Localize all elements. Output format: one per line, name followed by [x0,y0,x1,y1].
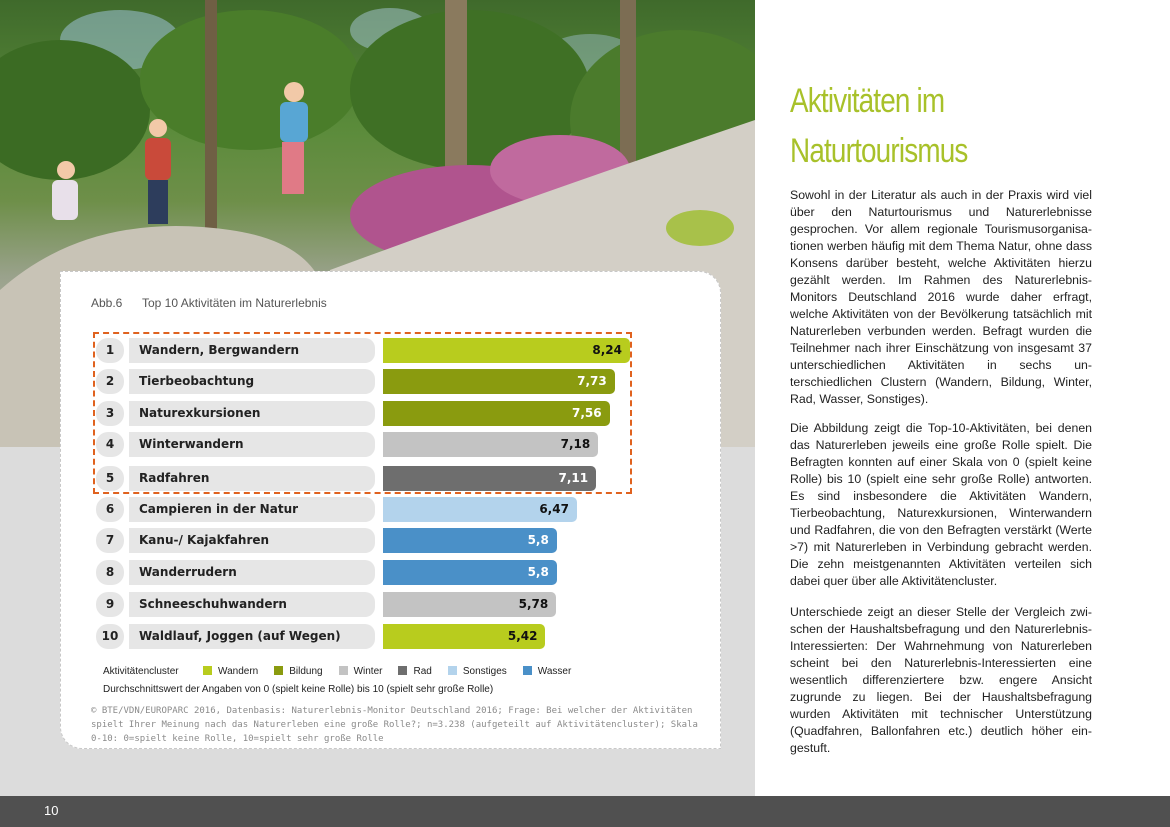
legend-item [523,666,572,677]
legend-item [339,666,383,677]
figure-title: Top 10 Aktivitäten im Naturerlebnis [142,296,327,310]
page-footer [0,796,1170,827]
category-label: Radfahren [129,466,375,491]
legend-label: Rad [413,666,432,677]
legend-item [448,666,507,677]
legend-label: Wandern [218,666,259,677]
legend-label: Bildung [289,666,323,677]
rank-label: 3 [96,401,124,426]
chart-legend [103,666,587,677]
figure-caption [91,296,327,310]
category-label: Campieren in der Natur [129,497,375,522]
legend-swatch [398,666,407,675]
bar: 7,56 [383,401,610,426]
legend-label: Wasser [537,666,572,677]
paragraph-2: Die Abbildung zeigt die Top-10-Aktivitäten, bei denen das Naturerleben jeweils eine große Rolle spielt. Die Befragten konnten auf einer Skala von 0 (spielt keine Rolle) bis 10 (spielt eine sehr große Rolle) antworten. Es sind insbesondere die Aktivitäten Wandern, Tierbeobachtung, Naturexkursionen, Winterwandern und Radfahren, die von den Befragten verstärkt (Werte >7) mit Naturerleben in Verbindung gebracht werden. Die zehn meistgenannten Aktivitäten verteilen sich dabei quer über alle Aktivitätencluster. [790,421,1092,588]
source-note: © BTE/VDN/EUROPARC 2016, Datenbasis: Naturerlebnis-Monitor Deutschland 2016; Frage: Bei welcher der Aktivitäten spielt Ihrer Meinung nach das Naturerleben eine große Rolle?; n=3.238 (aufgeteilt auf Aktivitätencluster); Skala 0-10: 0=spielt keine Rolle, 10=spielt sehr große Rolle [91,706,698,744]
scale-note: Durchschnittswert der Angaben von 0 (spielt keine Rolle) bis 10 (spielt sehr große Rolle) [103,684,494,695]
page-number: 10 [44,803,59,818]
rank-label: 5 [96,466,124,491]
chart-card [60,271,721,749]
legend-item [203,666,258,677]
category-label: Kanu-/ Kajakfahren [129,528,375,553]
legend-label: Winter [353,666,383,677]
category-label: Wanderrudern [129,560,375,585]
category-label: Naturexkursionen [129,401,375,426]
paragraph-1: Sowohl in der Literatur als auch in der Praxis wird viel über den Naturtourismus und Naturerlebnisse gesprochen. Vor allem regionale Tourismusorganisationen werben häufig mit dem Thema Natur, ohne dass Konsens darüber besteht, welche Aktivitäten hierzu gezählt werden. Im Rahmen des Naturerlebnis-Monitors Deutschland 2016 wurde daher erfragt, welche Aktivitäten von der Bevölkerung tatsächlich mit Naturerleben verbunden werden. Befragt wurden die Teilnehmer nach ihrer Einschätzung von insgesamt 37 unterschiedlichen Aktivitäten in sechs unterschiedlichen Clustern (Wandern, Bildung, Winter, Rad, Wasser, Sonstiges). [790,188,1092,406]
bar: 8,24 [383,338,630,363]
legend-title: Aktivitätencluster [103,666,179,677]
category-label: Waldlauf, Joggen (auf Wegen) [129,624,375,649]
rank-label: 10 [96,624,124,649]
legend-label: Sonstiges [462,666,507,677]
bar: 7,11 [383,466,596,491]
rank-label: 4 [96,432,124,457]
category-label: Tierbeobachtung [129,369,375,394]
category-label: Winterwandern [129,432,375,457]
legend-swatch [274,666,283,675]
bar: 5,8 [383,560,557,585]
legend-swatch [339,666,348,675]
figure-label: Abb.6 [91,296,123,310]
rank-label: 9 [96,592,124,617]
rank-label: 2 [96,369,124,394]
legend-item [274,666,322,677]
category-label: Schneeschuhwandern [129,592,375,617]
rank-label: 7 [96,528,124,553]
legend-item [398,666,431,677]
section-heading: Aktivitäten im Naturtourismus [790,82,968,170]
bar: 6,47 [383,497,577,522]
bar: 5,8 [383,528,557,553]
rank-label: 6 [96,497,124,522]
rank-label: 1 [96,338,124,363]
bar: 5,78 [383,592,556,617]
bar: 7,73 [383,369,615,394]
rank-label: 8 [96,560,124,585]
bar: 7,18 [383,432,598,457]
bar: 5,42 [383,624,545,649]
legend-swatch [448,666,457,675]
legend-swatch [523,666,532,675]
legend-swatch [203,666,212,675]
paragraph-3: Unterschiede zeigt an dieser Stelle der Vergleich zwischen der Haushaltsbefragung und den Naturerlebnis-Interessierten: Der Wahrnehmung von Naturerleben scheint bei den Naturerlebnis-Interessierten eine wesentlich differenziertere bzw. engere Ansicht zugrunde zu liegen. Bei der Haushaltsbefragung wurden Aktivitäten mit technischer Unterstützung (Quadfahren, Ballonfahren etc.) deutlich höher eingestuft. [790,605,1092,755]
category-label: Wandern, Bergwandern [129,338,375,363]
